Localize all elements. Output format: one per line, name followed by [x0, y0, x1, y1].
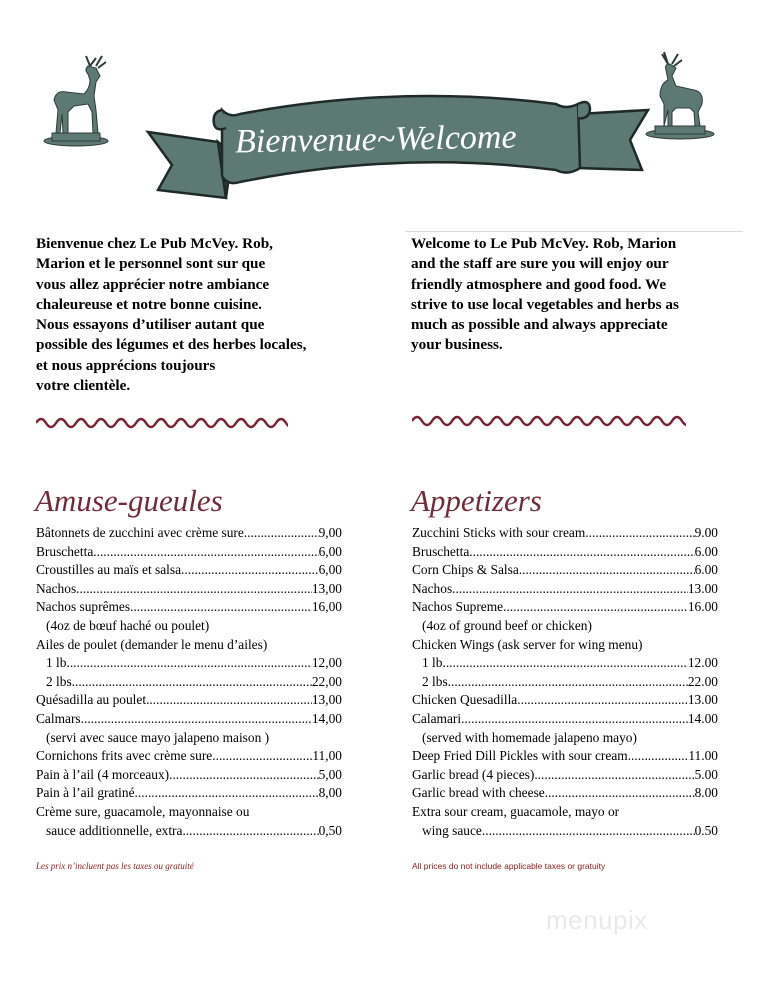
section-title-en: Appetizers: [411, 483, 542, 518]
menu-item-price: 9,00: [318, 525, 342, 540]
intro-en: [411, 234, 746, 356]
menu-item: [36, 710, 342, 729]
menu-item-name: Chicken Wings (ask server for wing menu): [412, 636, 643, 652]
menu-item-price: 6.00: [694, 562, 718, 578]
menu-list-en: [412, 524, 718, 840]
intro-fr-line: Nous essayons d’utiliser autant que: [36, 316, 265, 334]
menu-item: [36, 691, 342, 710]
section-title-fr: Amuse-gueules: [35, 483, 223, 518]
menu-item-price: 14.00: [687, 710, 718, 726]
menu-item: [36, 822, 342, 841]
menu-item-price: 6,00: [318, 562, 342, 578]
menu-item: [412, 673, 718, 692]
menu-item-name: Calmars: [36, 710, 81, 726]
menu-item-name: Bruschetta: [36, 543, 94, 559]
menu-item: [36, 561, 342, 580]
menu-item-price: 12,00: [311, 655, 342, 671]
banner-title: Bienvenue~Welcome: [234, 118, 517, 161]
menu-item-price: 11.00: [688, 748, 718, 764]
intro-en-line: friendly atmosphere and good food. We: [411, 275, 667, 293]
menu-item-name: Croustilles au maïs et salsa: [36, 562, 182, 578]
menu-item-name: Nachos: [412, 580, 453, 596]
menu-item-price: 13.00: [687, 580, 718, 596]
price-note-fr: Les prix n’incluent pas les taxes ou gratuité: [36, 861, 194, 871]
dot-leader: [482, 822, 695, 841]
dot-leader: [244, 524, 319, 543]
menu-item-name: Quésadilla au poulet: [36, 692, 147, 708]
menu-item: [412, 598, 718, 617]
menu-item-name: Ailes de poulet (demander le menu d’ailes): [36, 636, 268, 652]
menu-item-name: 2 lbs: [422, 673, 448, 689]
menu-item: [412, 710, 718, 729]
price-note-en: All prices do not include applicable taxes or gratuity: [412, 861, 606, 871]
menu-item: [412, 803, 718, 822]
menu-item: [412, 636, 718, 655]
dot-leader: [534, 766, 694, 785]
header-divider: [405, 231, 743, 232]
menu-item-name: Extra sour cream, guacamole, mayo or: [412, 803, 620, 819]
menu-item: [36, 673, 342, 692]
menu-item-price: 0.50: [694, 822, 718, 838]
dot-leader: [452, 580, 688, 599]
dot-leader: [628, 747, 689, 766]
menu-list-fr: [36, 524, 342, 840]
intro-fr: [36, 234, 376, 396]
menu-item-price: 14,00: [311, 710, 342, 726]
menu-item-price: 16,00: [311, 599, 342, 615]
dot-leader: [448, 673, 688, 692]
menu-item: [412, 654, 718, 673]
menu-item: [412, 561, 718, 580]
menu-item-name: (served with homemade jalapeno mayo): [422, 729, 637, 745]
menu-item-name: Zucchini Sticks with sour cream: [412, 525, 586, 540]
intro-fr-line: vous allez apprécier notre ambiance: [36, 275, 270, 293]
menu-item: [412, 524, 718, 543]
menu-item-price: 16.00: [687, 599, 718, 615]
menu-item-price: 13,00: [311, 580, 342, 596]
menu-item-name: Chicken Quesadilla: [412, 692, 518, 708]
menu-item-name: Corn Chips & Salsa: [412, 562, 519, 578]
intro-fr-line: Marion et le personnel sont sur que: [36, 255, 266, 273]
menu-item-name: Bâtonnets de zucchini avec crème sure: [36, 525, 244, 540]
dot-leader: [545, 784, 695, 803]
dot-leader: [503, 598, 688, 617]
menu-item-price: 22.00: [687, 673, 718, 689]
dot-leader: [169, 766, 318, 785]
menu-item-price: 6,00: [318, 543, 342, 559]
menu-item: [412, 543, 718, 562]
menu-item-price: 8.00: [694, 785, 718, 801]
menu-item: [36, 784, 342, 803]
intro-fr-line: et nous apprécions toujours: [36, 356, 216, 374]
dot-leader: [585, 524, 694, 543]
squiggle-divider-fr: [36, 412, 288, 434]
intro-en-line: and the staff are sure you will enjoy our: [411, 255, 669, 273]
dot-leader: [135, 784, 319, 803]
menu-item: [36, 747, 342, 766]
intro-en-line: Welcome to Le Pub McVey. Rob, Marion: [411, 235, 677, 252]
menu-item: [36, 524, 342, 543]
watermark: menupix: [546, 905, 648, 935]
menu-item: [412, 747, 718, 766]
menu-item-name: (servi avec sauce mayo jalapeno maison ): [46, 729, 270, 745]
welcome-banner: [0, 0, 778, 230]
dot-leader: [81, 710, 312, 729]
dot-leader: [212, 747, 312, 766]
menu-item-name: Bruschetta: [412, 543, 470, 559]
menu-item: [36, 580, 342, 599]
menu-item-name: Pain à l’ail gratiné: [36, 785, 135, 801]
menu-item-price: 6.00: [694, 543, 718, 559]
intro-fr-line: votre clientèle.: [36, 377, 131, 395]
menu-item: [36, 729, 342, 748]
menu-item-price: 22,00: [311, 673, 342, 689]
menu-item-name: wing sauce: [422, 822, 482, 838]
menu-item: [36, 543, 342, 562]
menu-item: [412, 691, 718, 710]
menu-item: [412, 784, 718, 803]
menu-item: [412, 822, 718, 841]
menu-item-name: sauce additionnelle, extra: [46, 822, 183, 838]
intro-fr-line: chaleureuse et notre bonne cuisine.: [36, 295, 262, 313]
deer-right-icon: [646, 52, 714, 139]
menu-item-name: Crème sure, guacamole, mayonnaise ou: [36, 803, 250, 819]
menu-item-name: 1 lb: [46, 655, 67, 671]
intro-fr-line: Bienvenue chez Le Pub McVey. Rob,: [36, 235, 273, 252]
menu-item-price: 5,00: [318, 766, 342, 782]
intro-fr-line: possible des légumes et des herbes locales,: [36, 336, 307, 354]
squiggle-divider-en: [412, 410, 686, 432]
menu-item: [412, 766, 718, 785]
menu-item: [412, 580, 718, 599]
menu-item-price: 13,00: [311, 692, 342, 708]
dot-leader: [469, 543, 694, 562]
menu-item: [36, 766, 342, 785]
menu-item: [412, 729, 718, 748]
menu-item: [36, 803, 342, 822]
menu-item: [36, 636, 342, 655]
menu-item-name: Pain à l’ail (4 morceaux): [36, 766, 170, 782]
menu-item-name: 2 lbs: [46, 673, 72, 689]
menu-item-name: Cornichons frits avec crème sure: [36, 748, 213, 764]
dot-leader: [76, 580, 312, 599]
menu-item-name: 1 lb: [422, 655, 443, 671]
dot-leader: [72, 673, 312, 692]
menu-item-price: 0,50: [318, 822, 342, 838]
menu-item-name: (4oz of ground beef or chicken): [422, 617, 592, 633]
menu-item-name: Garlic bread with cheese: [412, 785, 545, 801]
dot-leader: [181, 561, 319, 580]
intro-en-line: your business.: [411, 336, 503, 354]
menu-item-name: (4oz de bœuf haché ou poulet): [46, 617, 210, 633]
deer-left-icon: [44, 56, 108, 146]
menu-item-name: Calamari: [412, 710, 462, 726]
dot-leader: [517, 691, 688, 710]
dot-leader: [182, 822, 318, 841]
dot-leader: [461, 710, 688, 729]
menu-item-name: Nachos: [36, 580, 77, 596]
menu-item-price: 9.00: [694, 525, 718, 540]
menu-item-price: 13.00: [687, 692, 718, 708]
dot-leader: [146, 691, 312, 710]
menu-item: [36, 617, 342, 636]
menu-item-name: Nachos Supreme: [412, 599, 504, 615]
dot-leader: [93, 543, 318, 562]
menu-item-price: 11,00: [312, 748, 342, 764]
menu-item-name: Garlic bread (4 pieces): [412, 766, 535, 782]
menu-item-price: 8,00: [318, 785, 342, 801]
menu-item-price: 12.00: [687, 655, 718, 671]
dot-leader: [442, 654, 687, 673]
menu-item-name: Nachos suprêmes: [36, 599, 131, 615]
intro-en-line: much as possible and always appreciate: [411, 316, 668, 334]
dot-leader: [519, 561, 695, 580]
intro-en-line: strive to use local vegetables and herbs as: [411, 295, 679, 313]
menu-item: [36, 598, 342, 617]
menu-item: [412, 617, 718, 636]
menu-item: [36, 654, 342, 673]
dot-leader: [66, 654, 311, 673]
menu-item-price: 5.00: [694, 766, 718, 782]
dot-leader: [130, 598, 312, 617]
menu-item-name: Deep Fried Dill Pickles with sour cream: [412, 748, 628, 764]
